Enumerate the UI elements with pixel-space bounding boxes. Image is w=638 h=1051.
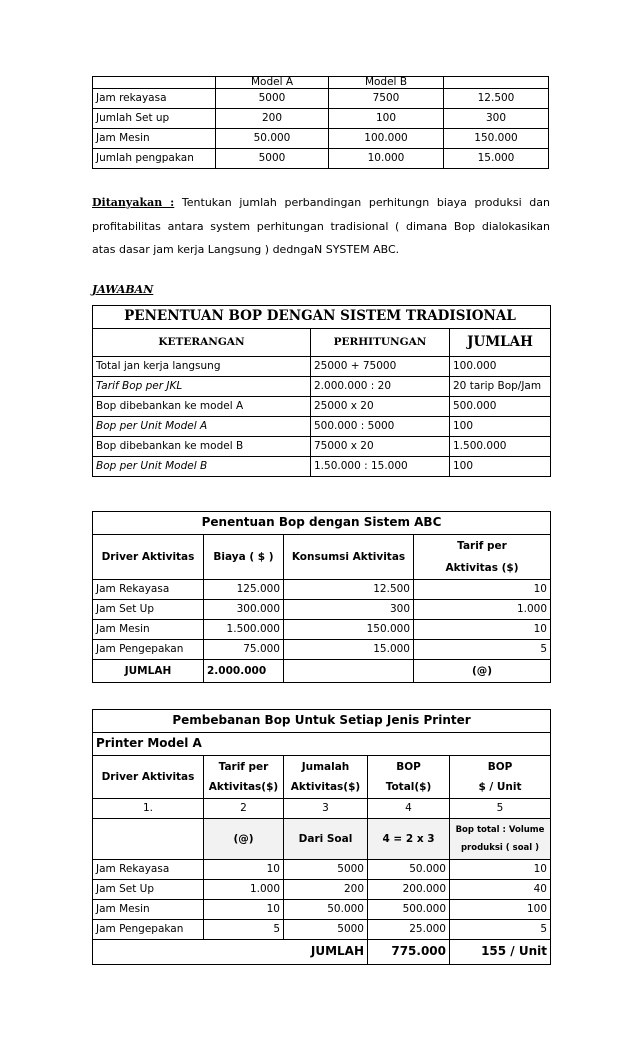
cell: 5000 <box>216 89 329 109</box>
cell: 2.000.000 : 20 <box>311 377 450 397</box>
table-row <box>93 900 551 920</box>
header-cell <box>450 756 551 799</box>
cell: 3 <box>284 799 368 819</box>
cell: Bop dibebankan ke model B <box>93 437 311 457</box>
cell: Jam Mesin <box>93 620 204 640</box>
cell: 500.000 <box>368 900 450 920</box>
table-row <box>93 357 551 377</box>
traditional-bop-table <box>92 305 551 477</box>
table-header-row <box>93 77 549 89</box>
cell: 100 <box>450 900 551 920</box>
header-line: Tarif per <box>457 540 507 552</box>
cell: 25000 x 20 <box>311 397 450 417</box>
cell: Jam Rekayasa <box>93 860 204 880</box>
table-row <box>93 920 551 940</box>
table-row <box>93 417 551 437</box>
cell: 10 <box>450 860 551 880</box>
cell: 100 <box>450 417 551 437</box>
cell: 10 <box>204 900 284 920</box>
cell: Jam Rekayasa <box>93 580 204 600</box>
cell: 1. <box>93 799 204 819</box>
header-cell: Konsumsi Aktivitas <box>284 535 414 580</box>
cell: 100 <box>450 457 551 477</box>
cell: 4 <box>368 799 450 819</box>
cell: Jam rekayasa <box>93 89 216 109</box>
cell: Jumlah Set up <box>93 109 216 129</box>
cell: 5 <box>450 920 551 940</box>
cell: 12.500 <box>444 89 549 109</box>
cell: Bop dibebankan ke model A <box>93 397 311 417</box>
cell: 4 = 2 x 3 <box>368 819 450 860</box>
cell: 1.500.000 <box>450 437 551 457</box>
header-cell: Model B <box>329 77 444 89</box>
cell: 775.000 <box>368 940 450 965</box>
header-line: Tarif per <box>218 761 269 773</box>
cell: 15.000 <box>444 149 549 169</box>
cell: 10 <box>204 860 284 880</box>
header-line: Aktivitas($) <box>290 781 361 793</box>
formula-row <box>93 819 551 860</box>
answer-heading: JAWABAN <box>92 283 154 296</box>
table-row <box>93 600 551 620</box>
input-data-table <box>92 76 549 169</box>
question-paragraph <box>92 191 550 262</box>
cell: Bop per Unit Model A <box>93 417 311 437</box>
cell: Jam Pengepakan <box>93 640 204 660</box>
cell: 40 <box>450 880 551 900</box>
cell: JUMLAH <box>93 660 204 683</box>
header-line: $ / Unit <box>478 781 522 793</box>
table-row <box>93 149 549 169</box>
cell: 1.000 <box>414 600 551 620</box>
table-title: Pembebanan Bop Untuk Setiap Jenis Printer <box>93 710 551 733</box>
cell: 150.000 <box>444 129 549 149</box>
cell: 100 <box>329 109 444 129</box>
cell: 5 <box>414 640 551 660</box>
cell: JUMLAH <box>93 940 368 965</box>
cell: 50.000 <box>216 129 329 149</box>
cell: 100.000 <box>329 129 444 149</box>
header-cell: Driver Aktivitas <box>93 535 204 580</box>
table-header-row <box>93 756 551 799</box>
cell: 1.50.000 : 15.000 <box>311 457 450 477</box>
table-row <box>93 580 551 600</box>
header-cell <box>284 756 368 799</box>
cell: 15.000 <box>284 640 414 660</box>
cell: 1.000 <box>204 880 284 900</box>
table-title: PENENTUAN BOP DENGAN SISTEM TRADISIONAL <box>93 306 551 329</box>
cell: 5 <box>204 920 284 940</box>
cell: 5000 <box>284 920 368 940</box>
cell: 2 <box>204 799 284 819</box>
total-row <box>93 660 551 683</box>
cell: 50.000 <box>368 860 450 880</box>
cell: 10.000 <box>329 149 444 169</box>
table-row <box>93 377 551 397</box>
cell: 7500 <box>329 89 444 109</box>
cell: 1.500.000 <box>204 620 284 640</box>
cell: 100.000 <box>450 357 551 377</box>
header-cell <box>368 756 450 799</box>
table-row <box>93 89 549 109</box>
question-label: Ditanyakan : <box>92 196 175 209</box>
cell: 200.000 <box>368 880 450 900</box>
cell: Tarif Bop per JKL <box>93 377 311 397</box>
formula-line: produksi ( soal ) <box>460 843 540 853</box>
cell: 25000 + 75000 <box>311 357 450 377</box>
cell: 200 <box>216 109 329 129</box>
header-cell: PERHITUNGAN <box>311 329 450 357</box>
cell: 10 <box>414 580 551 600</box>
cell <box>450 819 551 860</box>
cell: Jam Pengepakan <box>93 920 204 940</box>
cell: 300 <box>444 109 549 129</box>
header-line: BOP <box>396 761 421 773</box>
header-line: Jumalah <box>301 761 350 773</box>
header-line: Total($) <box>385 781 432 793</box>
cell: Jam Mesin <box>93 900 204 920</box>
cell: 150.000 <box>284 620 414 640</box>
cell: 10 <box>414 620 551 640</box>
column-number-row <box>93 799 551 819</box>
header-cell <box>93 77 216 89</box>
cell: (@) <box>204 819 284 860</box>
table-header-row <box>93 535 551 580</box>
cell <box>93 819 204 860</box>
cell: 25.000 <box>368 920 450 940</box>
cell: 300.000 <box>204 600 284 620</box>
table-row <box>93 620 551 640</box>
cell: 50.000 <box>284 900 368 920</box>
cell: 12.500 <box>284 580 414 600</box>
cell: 5000 <box>284 860 368 880</box>
table-row <box>93 397 551 417</box>
cell: (@) <box>414 660 551 683</box>
printer-model-a-table <box>92 709 551 965</box>
table-row <box>93 860 551 880</box>
abc-bop-table <box>92 511 551 683</box>
cell: Jam Mesin <box>93 129 216 149</box>
header-line: BOP <box>487 761 513 773</box>
table-row <box>93 457 551 477</box>
formula-line: Bop total : Volume <box>455 825 545 835</box>
cell: 200 <box>284 880 368 900</box>
cell: Dari Soal <box>284 819 368 860</box>
cell: 5000 <box>216 149 329 169</box>
header-cell: Driver Aktivitas <box>93 756 204 799</box>
table-header-row <box>93 329 551 357</box>
cell: 5 <box>450 799 551 819</box>
header-cell <box>444 77 549 89</box>
cell: 500.000 : 5000 <box>311 417 450 437</box>
header-cell: JUMLAH <box>450 329 551 357</box>
cell: 75000 x 20 <box>311 437 450 457</box>
cell: 75.000 <box>204 640 284 660</box>
cell: 2.000.000 <box>204 660 284 683</box>
header-cell: Model A <box>216 77 329 89</box>
header-cell: KETERANGAN <box>93 329 311 357</box>
cell: 155 / Unit <box>450 940 551 965</box>
table-row <box>93 129 549 149</box>
header-line: Aktivitas ($) <box>445 562 519 574</box>
cell: Total jan kerja langsung <box>93 357 311 377</box>
table-row <box>93 109 549 129</box>
cell <box>284 660 414 683</box>
table-row <box>93 437 551 457</box>
header-cell <box>204 756 284 799</box>
cell: Jam Set Up <box>93 600 204 620</box>
cell: 500.000 <box>450 397 551 417</box>
header-line: Aktivitas($) <box>208 781 279 793</box>
cell: 125.000 <box>204 580 284 600</box>
cell: 300 <box>284 600 414 620</box>
model-label: Printer Model A <box>93 733 551 756</box>
cell: Jam Set Up <box>93 880 204 900</box>
total-row <box>93 940 551 965</box>
cell: 20 tarip Bop/Jam <box>450 377 551 397</box>
table-row <box>93 640 551 660</box>
question-text: Tentukan jumlah perbandingan perhitungn biaya produksi dan profitabilitas antara system perhitungan tradisional ( dimana Bop dialokasikan atas dasar jam kerja Langsung ) dedngaN SYSTEM ABC. <box>92 196 550 256</box>
cell: Jumlah pengpakan <box>93 149 216 169</box>
header-cell: Biaya ( $ ) <box>204 535 284 580</box>
table-row <box>93 880 551 900</box>
header-cell <box>414 535 551 580</box>
cell: Bop per Unit Model B <box>93 457 311 477</box>
table-title: Penentuan Bop dengan Sistem ABC <box>93 512 551 535</box>
